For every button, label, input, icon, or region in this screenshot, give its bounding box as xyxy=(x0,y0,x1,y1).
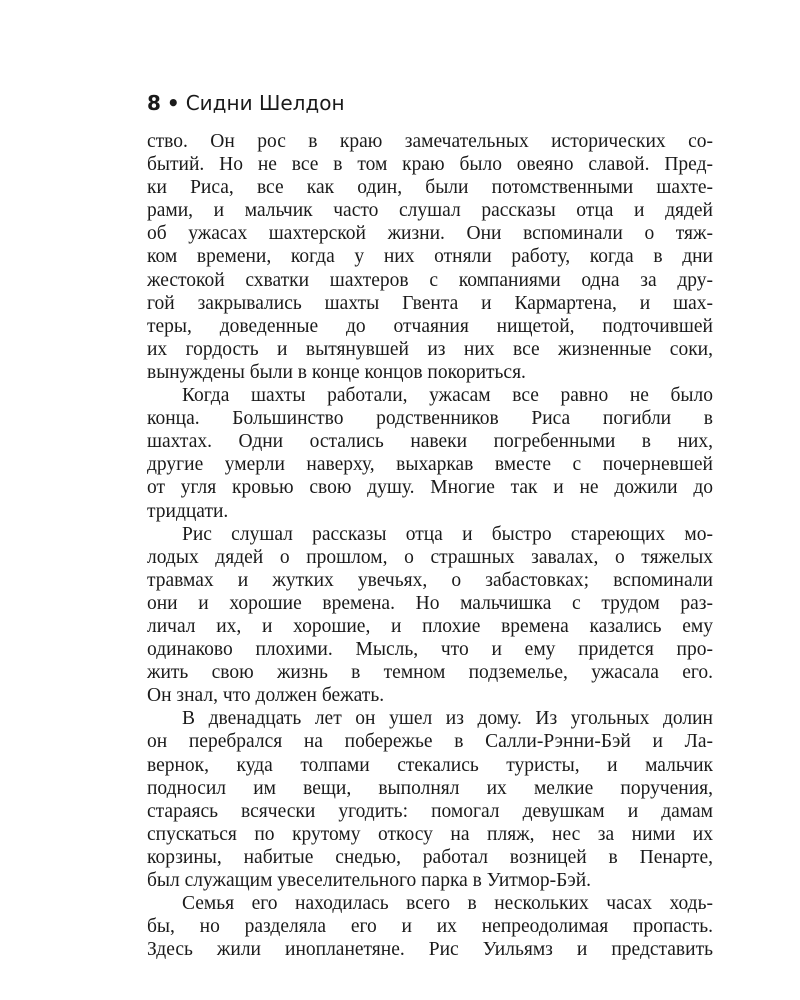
text-line: корзины, набитые снедью, работал возницей в Пенарте, xyxy=(147,846,713,868)
paragraph xyxy=(147,384,713,523)
text-line: спускаться по крутому откосу на пляж, нес за ними их xyxy=(147,823,713,845)
paragraph xyxy=(147,523,713,708)
text-line: об ужасах шахтерской жизни. Они вспоминали о тяж- xyxy=(147,223,713,245)
paragraph xyxy=(147,707,713,892)
paragraph xyxy=(147,892,713,961)
text-line: рами, и мальчик часто слушал рассказы отца и дядей xyxy=(147,200,713,222)
text-line: Рис слушал рассказы отца и быстро стареющих мо- xyxy=(182,523,713,545)
text-line: гой закрывались шахты Гвента и Кармартена, и шах- xyxy=(147,292,713,314)
text-line: Семья его находилась всего в нескольких часах ходь- xyxy=(182,893,713,915)
header-separator: • xyxy=(166,91,180,115)
text-line: лодых дядей о прошлом, о страшных завалах, о тяжелых xyxy=(147,546,713,568)
text-line: вернок, куда толпами стекались туристы, и мальчик xyxy=(147,754,713,776)
text-line: подносил им вещи, выполнял их мелкие поручения, xyxy=(147,777,713,799)
text-line: Здесь жили инопланетяне. Рис Уильямз и представить xyxy=(147,939,713,961)
text-line: жестокой схватки шахтеров с компаниями одна за дру- xyxy=(147,269,713,291)
text-line: Когда шахты работали, ужасам все равно не было xyxy=(182,385,713,407)
running-header xyxy=(147,91,345,115)
text-line: шахтах. Одни остались навеки погребенными в них, xyxy=(147,431,713,453)
text-line: от угля кровью свою душу. Многие так и не дожили до xyxy=(147,477,713,499)
text-line: ство. Он рос в краю замечательных исторических со- xyxy=(147,131,713,152)
body-text xyxy=(147,130,713,961)
text-line: бытий. Но не все в том краю было овеяно славой. Пред- xyxy=(147,154,713,176)
text-line: В двенадцать лет он ушел из дому. Из угольных долин xyxy=(182,708,713,730)
text-line: был служащим увеселительного парка в Уитмор-Бэй. xyxy=(147,870,592,891)
text-line: вынуждены были в конце концов покориться. xyxy=(147,361,526,383)
paragraph xyxy=(147,130,713,384)
text-line: одинаково плохими. Мысль, что и ему придется про- xyxy=(147,639,713,661)
text-line: их гордость и вытянувшей из них все жизненные соки, xyxy=(147,338,713,360)
page-number: 8 xyxy=(147,91,161,115)
text-line: ком времени, когда у них отняли работу, когда в дни xyxy=(147,246,713,268)
text-line: Он знал, что должен бежать. xyxy=(147,685,385,707)
text-line: конца. Большинство родственников Риса погибли в xyxy=(147,408,713,430)
text-line: стараясь всячески угодить: помогал девушкам и дамам xyxy=(147,800,713,822)
text-line: они и хорошие времена. Но мальчишка с трудом раз- xyxy=(147,592,713,614)
text-line: другие умерли наверху, выхаркав вместе с почерневшей xyxy=(147,454,713,476)
text-line: жить свою жизнь в темном подземелье, ужасала его. xyxy=(147,662,713,684)
text-line: он перебрался на побережье в Салли-Рэнни-Бэй и Ла- xyxy=(147,731,713,753)
text-line: теры, доведенные до отчаяния нищетой, подточившей xyxy=(147,315,713,337)
text-line: личал их, и хорошие, и плохие времена казались ему xyxy=(147,615,713,637)
text-line: тридцати. xyxy=(147,500,229,522)
text-line: травмах и жутких увечьях, о забастовках; вспоминали xyxy=(147,569,713,591)
header-author: Сидни Шелдон xyxy=(185,91,345,115)
text-line: бы, но разделяла его и их непреодолимая пропасть. xyxy=(147,916,713,938)
text-line: ки Риса, все как один, были потомственными шахте- xyxy=(147,177,713,199)
